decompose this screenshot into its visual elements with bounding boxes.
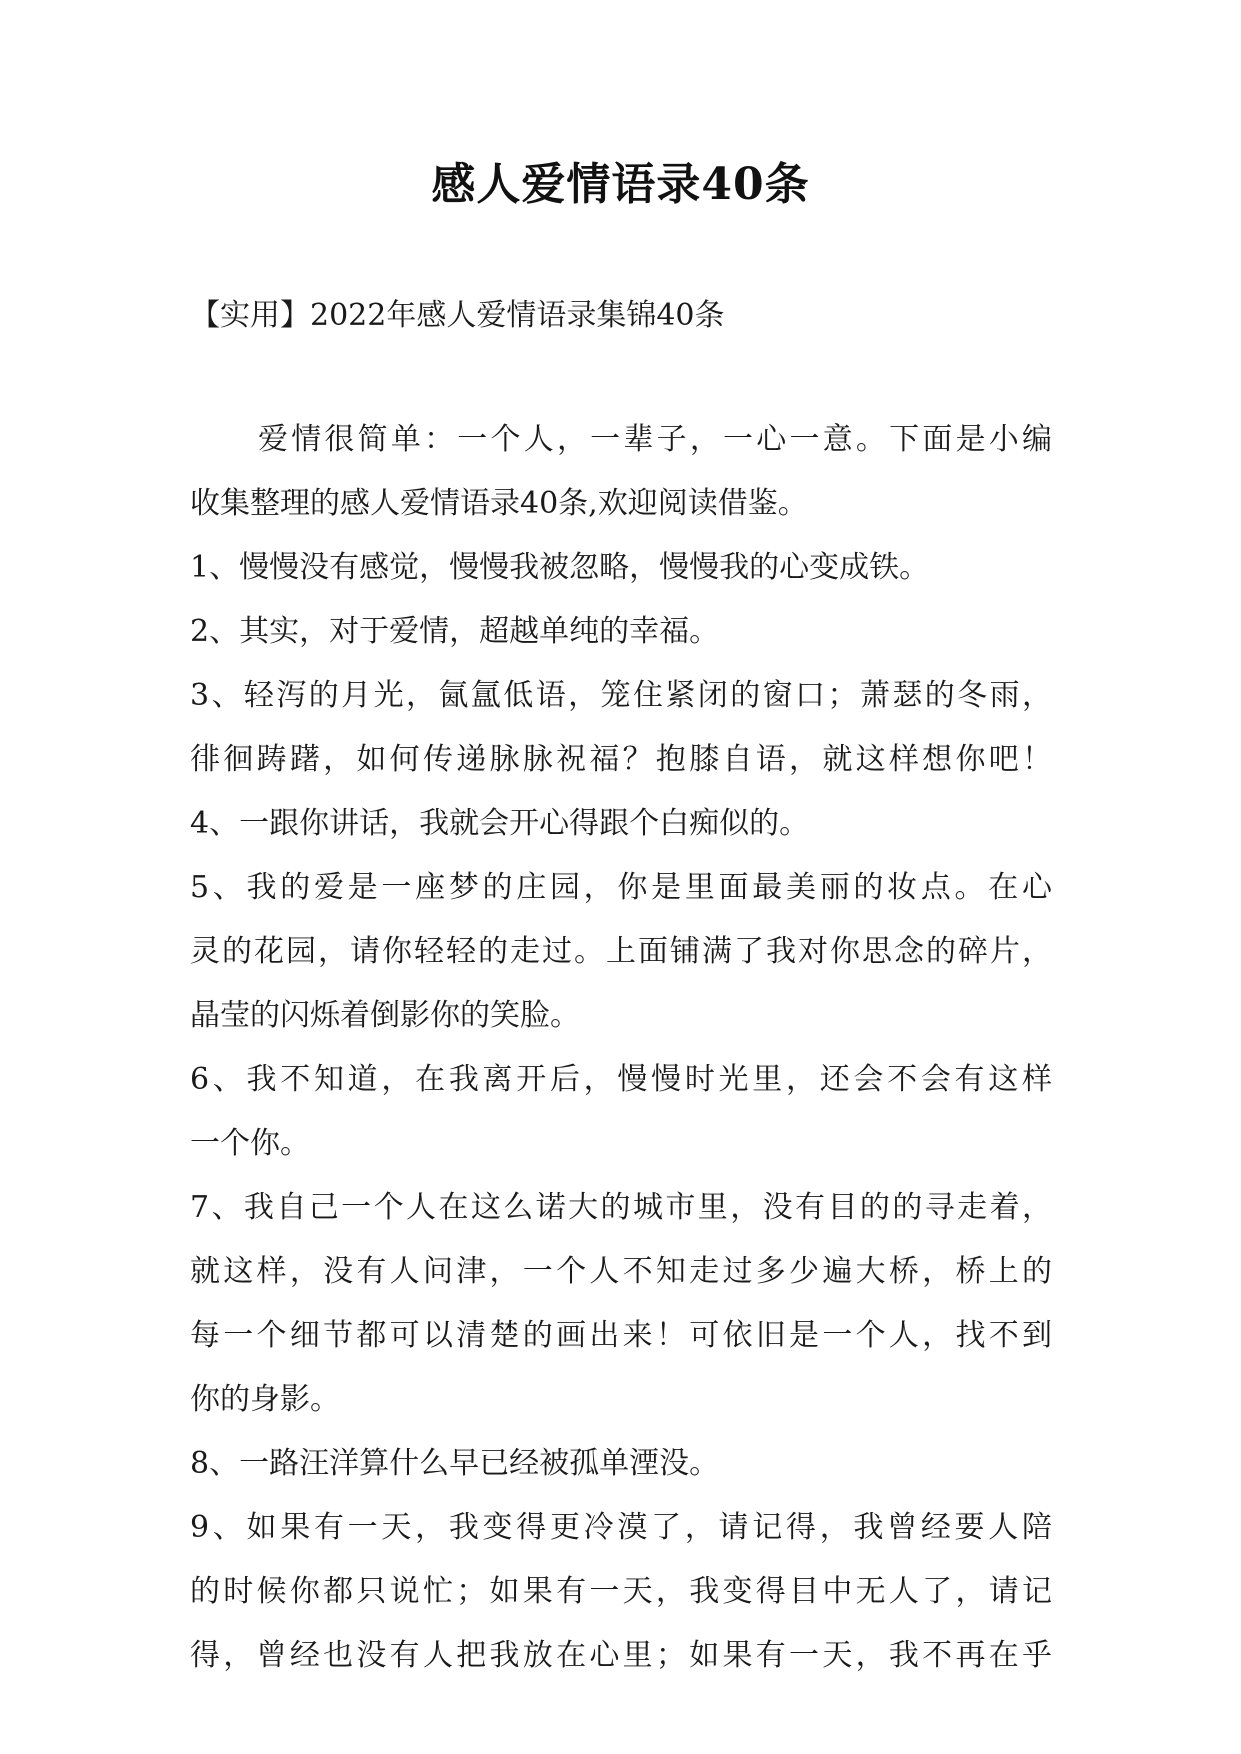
body-text-line: 5、我的爱是一座梦的庄园，你是里面最美丽的妆点。在心 xyxy=(190,870,1052,905)
body-text-line: 1、慢慢没有感觉，慢慢我被忽略，慢慢我的心变成铁。 xyxy=(190,550,930,585)
body-text-line: 6、我不知道，在我离开后，慢慢时光里，还会不会有这样 xyxy=(190,1062,1052,1097)
body-text-line: 灵的花园，请你轻轻的走过。上面铺满了我对你思念的碎片， xyxy=(190,934,1052,969)
body-text-line: 一个你。 xyxy=(190,1126,310,1161)
body-text-line: 的时候你都只说忙；如果有一天，我变得目中无人了，请记 xyxy=(190,1574,1052,1609)
document-body xyxy=(190,408,1052,1688)
document-subtitle: 【实用】2022年感人爱情语录集锦40条 xyxy=(190,298,725,333)
body-text-line: 4、一跟你讲话，我就会开心得跟个白痴似的。 xyxy=(190,806,810,841)
body-text-line: 得，曾经也没有人把我放在心里；如果有一天，我不再在乎 xyxy=(190,1638,1052,1673)
body-text-line: 8、一路汪洋算什么早已经被孤单湮没。 xyxy=(190,1446,720,1481)
body-text-line: 收集整理的感人爱情语录40条,欢迎阅读借鉴。 xyxy=(190,486,808,521)
document-title: 感人爱情语录40条 xyxy=(431,159,810,210)
body-text-line: 就这样，没有人问津，一个人不知走过多少遍大桥，桥上的 xyxy=(190,1254,1052,1289)
body-text-line: 你的身影。 xyxy=(190,1382,340,1417)
body-text-line: 每一个细节都可以清楚的画出来！可依旧是一个人，找不到 xyxy=(190,1318,1052,1353)
body-text-line: 2、其实，对于爱情，超越单纯的幸福。 xyxy=(190,614,720,649)
body-text-line: 9、如果有一天，我变得更冷漠了，请记得，我曾经要人陪 xyxy=(190,1510,1052,1545)
body-text-line: 晶莹的闪烁着倒影你的笑脸。 xyxy=(190,998,580,1033)
body-text-line: 徘徊踌躇，如何传递脉脉祝福？抱膝自语，就这样想你吧！ xyxy=(190,742,1052,777)
body-text-line: 3、轻泻的月光，氤氲低语，笼住紧闭的窗口；萧瑟的冬雨， xyxy=(190,678,1052,713)
body-text-line: 7、我自己一个人在这么诺大的城市里，没有目的的寻走着， xyxy=(190,1190,1052,1225)
body-text-line: 爱情很简单：一个人，一辈子，一心一意。下面是小编 xyxy=(258,422,1052,457)
